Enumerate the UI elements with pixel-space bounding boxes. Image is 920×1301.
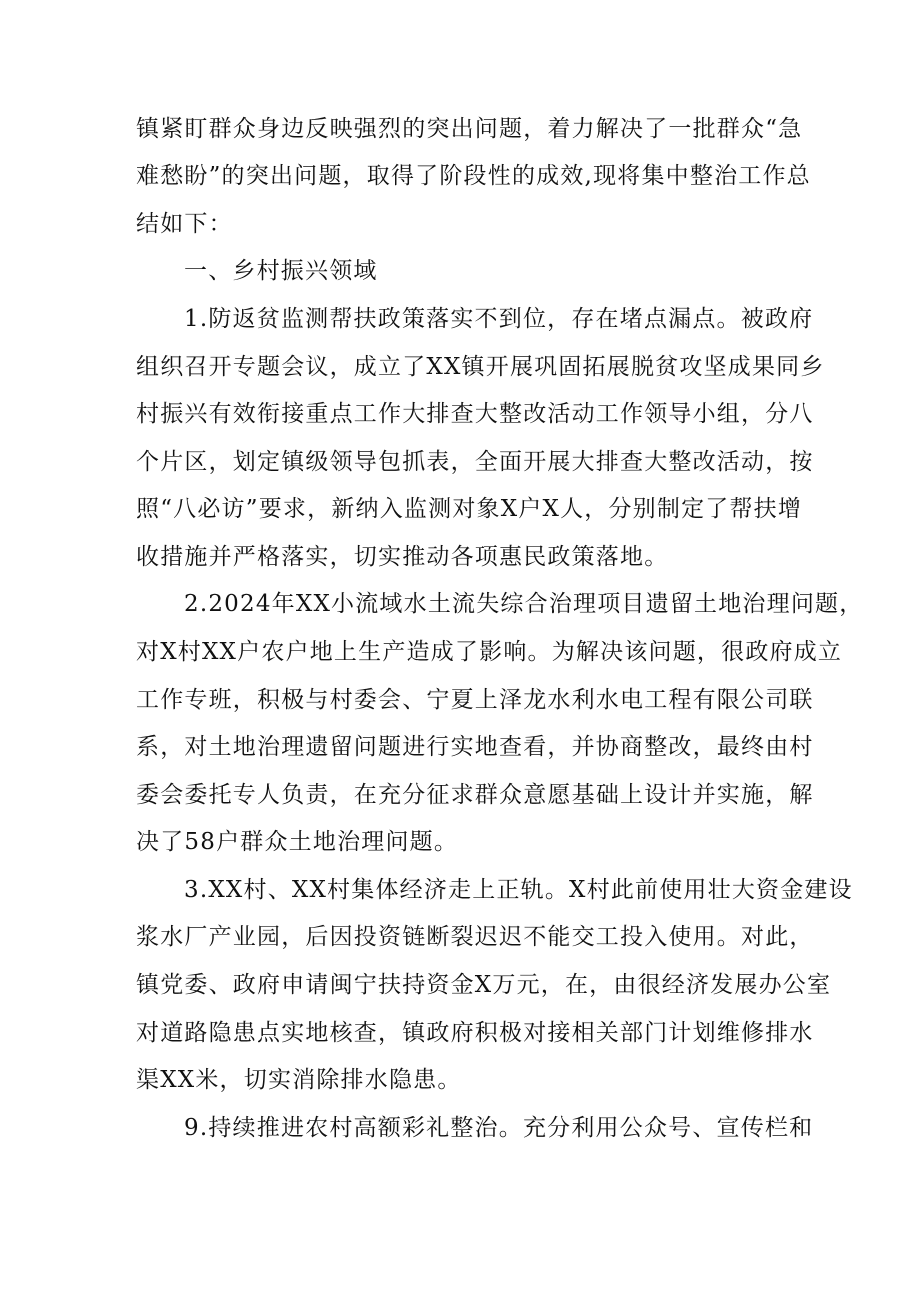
body-text-line: 委会委托专人负责，在充分征求群众意愿基础上设计并实施，解 — [136, 782, 814, 808]
body-text-line: 工作专班，积极与村委会、宁夏上泽龙水利水电工程有限公司联 — [136, 687, 814, 713]
body-text-line: 收措施并严格落实，切实推动各项惠民政策落地。 — [136, 544, 669, 570]
body-text-line: 村振兴有效衔接重点工作大排查大整改活动工作领导小组，分八 — [136, 401, 814, 427]
body-text-line: 个片区，划定镇级领导包抓表，全面开展大排查大整改活动，按 — [136, 449, 814, 475]
section-heading: 一、乡村振兴领域 — [184, 258, 378, 284]
body-text-line: 结如下： — [136, 211, 233, 237]
body-text-line: 决了58户群众土地治理问题。 — [136, 829, 459, 855]
body-text-line: 组织召开专题会议，成立了XX镇开展巩固拓展脱贫攻坚成果同乡 — [136, 354, 825, 380]
body-text-line: 镇党委、政府申请闽宁扶持资金X万元，在，由很经济发展办公室 — [136, 972, 832, 998]
item-heading: 2.2024年XX小流域水土流失综合治理项目遗留土地治理问题， — [184, 591, 864, 617]
body-text-line: 系，对土地治理遗留问题进行实地查看，并协商整改，最终由村 — [136, 734, 814, 760]
item-heading: 3.XX村、XX村集体经济走上正轨。X村此前使用壮大资金建设 — [184, 877, 853, 903]
body-text-line: 渠XX米，切实消除排水隐患。 — [136, 1067, 462, 1093]
item-heading: 1.防返贫监测帮扶政策落实不到位，存在堵点漏点。被政府 — [184, 306, 814, 332]
body-text-line: 对道路隐患点实地核查，镇政府积极对接相关部门计划维修排水 — [136, 1020, 814, 1046]
body-text-line: 镇紧盯群众身边反映强烈的突出问题，着力解决了一批群众“急 — [136, 116, 803, 142]
body-text-line: 对X村XX户农户地上生产造成了影响。为解决该问题，很政府成立 — [136, 639, 843, 665]
body-text-line: 照“八必访”要求，新纳入监测对象X户X人，分别制定了帮扶增 — [136, 496, 803, 522]
item-heading: 9.持续推进农村高额彩礼整治。充分利用公众号、宣传栏和 — [184, 1115, 814, 1141]
body-text-line: 浆水厂产业园，后因投资链断裂迟迟不能交工投入使用。对此， — [136, 924, 814, 950]
body-text-line: 难愁盼”的突出问题，取得了阶段性的成效,现将集中整治工作总 — [136, 163, 811, 189]
